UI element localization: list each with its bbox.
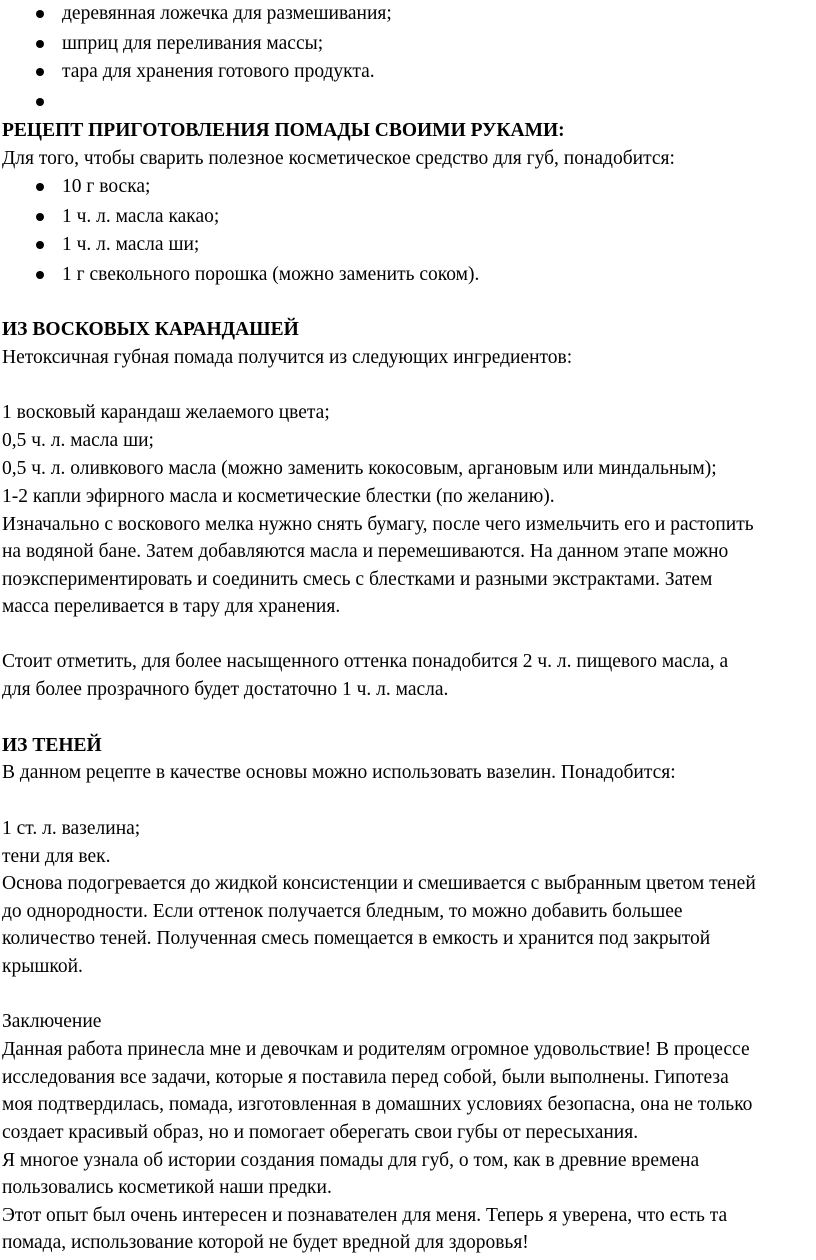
paragraph-line: масса переливается в тару для хранения. xyxy=(2,596,341,617)
paragraph-line: моя подтвердилась, помада, изготовленная в домашних условиях безопасна, она не только xyxy=(2,1094,753,1115)
paragraph-line: крышкой. xyxy=(2,956,83,977)
list-item: шприц для переливания массы; xyxy=(0,30,816,58)
bullet-icon xyxy=(36,68,44,76)
paragraph-line: для более прозрачного будет достаточно 1 ч. л. масла. xyxy=(2,679,449,700)
paragraph-line: Основа подогревается до жидкой консистенции и смешивается с выбранным цветом теней xyxy=(2,873,756,894)
recipe-heading: РЕЦЕПТ ПРИГОТОВЛЕНИЯ ПОМАДЫ СВОИМИ РУКАМИ: xyxy=(2,120,565,141)
paragraph-line: 1-2 капли эфирного масла и косметические блестки (по желанию). xyxy=(2,486,555,507)
paragraph-line: 0,5 ч. л. оливкового масла (можно заменить кокосовым, аргановым или миндальным); xyxy=(2,458,717,479)
paragraph-line: 1 ст. л. вазелина; xyxy=(2,818,141,839)
paragraph-line: пользовались косметикой наши предки. xyxy=(2,1177,332,1198)
bullet-icon xyxy=(36,10,44,18)
paragraph-line: создает красивый образ, но и помогает оберегать свои губы от пересыхания. xyxy=(2,1122,639,1143)
shadows-heading: ИЗ ТЕНЕЙ xyxy=(2,735,102,756)
paragraph-line: количество теней. Полученная смесь помещается в емкость и хранится под закрытой xyxy=(2,928,711,949)
paragraph-line: помада, использование которой не будет вредной для здоровья! xyxy=(2,1232,529,1253)
paragraph-line: Изначально с воскового мелка нужно снять бумагу, после чего измельчить его и растопить xyxy=(2,514,754,535)
paragraph-line: на водяной бане. Затем добавляются масла и перемешиваются. На данном этапе можно xyxy=(2,541,729,562)
paragraph-line: Стоит отметить, для более насыщенного оттенка понадобится 2 ч. л. пищевого масла, а xyxy=(2,651,729,672)
conclusion-heading: Заключение xyxy=(2,1011,102,1032)
list-item xyxy=(0,88,816,116)
wax-heading: ИЗ ВОСКОВЫХ КАРАНДАШЕЙ xyxy=(2,319,299,340)
bullet-icon xyxy=(36,40,44,48)
paragraph-line: Я многое узнала об истории создания помады для губ, о том, как в древние времена xyxy=(2,1150,700,1171)
recipe-intro: Для того, чтобы сварить полезное косметическое средство для губ, понадобится: xyxy=(2,148,675,169)
wax-intro: Нетоксичная губная помада получится из следующих ингредиентов: xyxy=(2,347,573,368)
paragraph-line: тени для век. xyxy=(2,846,111,867)
paragraph-line: Этот опыт был очень интересен и познавателен для меня. Теперь я уверена, что есть та xyxy=(2,1205,728,1226)
list-item: 10 г воска; xyxy=(0,173,816,201)
bullet-icon xyxy=(36,98,44,106)
shadows-intro: В данном рецепте в качестве основы можно использовать вазелин. Понадобится: xyxy=(2,762,676,783)
bullet-icon xyxy=(36,183,44,191)
paragraph-line: 0,5 ч. л. масла ши; xyxy=(2,430,154,451)
list-item: 1 г свекольного порошка (можно заменить соком). xyxy=(0,261,816,289)
paragraph-line: исследования все задачи, которые я поставила перед собой, были выполнены. Гипотеза xyxy=(2,1067,729,1088)
paragraph-line: 1 восковый карандаш желаемого цвета; xyxy=(2,402,330,423)
paragraph-line: Данная работа принесла мне и девочкам и родителям огромное удовольствие! В процессе xyxy=(2,1039,750,1060)
list-item: 1 ч. л. масла какао; xyxy=(0,203,816,231)
bullet-icon xyxy=(36,271,44,279)
bullet-icon xyxy=(36,213,44,221)
paragraph-line: до однородности. Если оттенок получается бледным, то можно добавить большее xyxy=(2,901,683,922)
list-item: 1 ч. л. масла ши; xyxy=(0,231,816,259)
list-item: тара для хранения готового продукта. xyxy=(0,58,816,86)
list-item: деревянная ложечка для размешивания; xyxy=(0,0,816,28)
bullet-icon xyxy=(36,241,44,249)
paragraph-line: поэкспериментировать и соединить смесь с блестками и разными экстрактами. Затем xyxy=(2,569,713,590)
